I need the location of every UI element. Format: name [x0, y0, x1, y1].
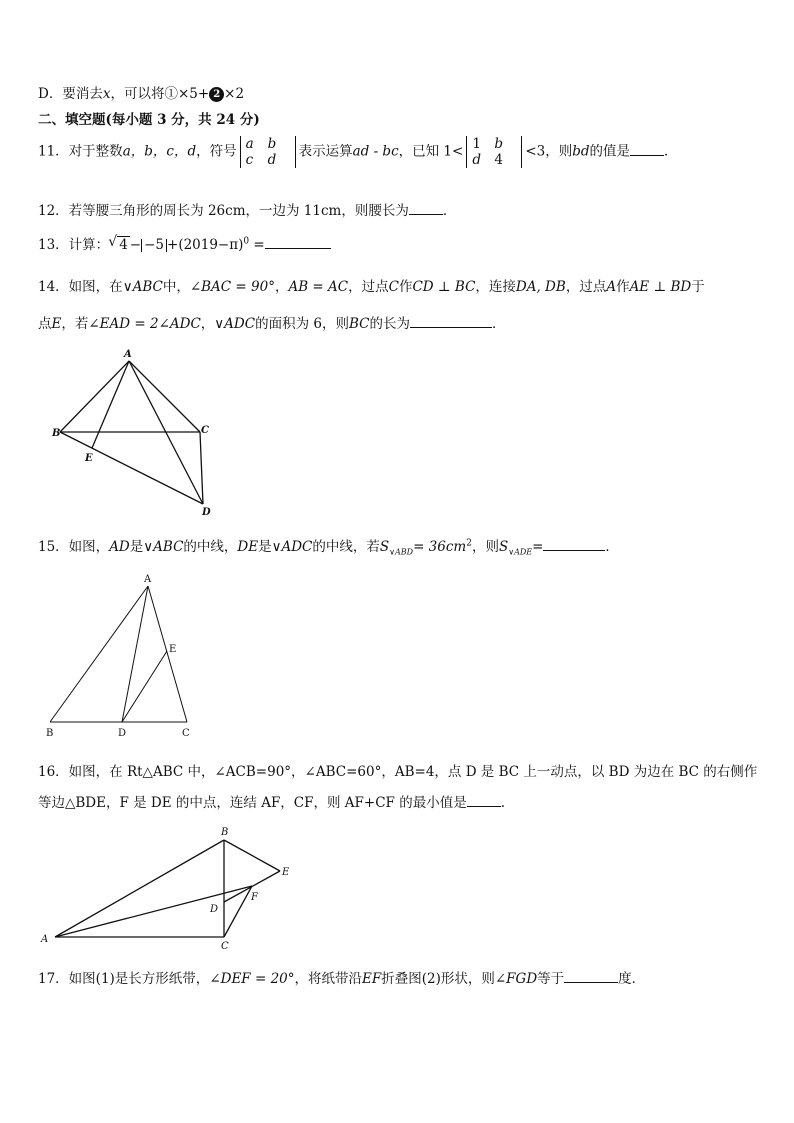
sqrt-expression: √ 4 — [117, 236, 130, 253]
question-12: 12．若等腰三角形的周长为 26cm，一边为 11cm，则腰长为 ． — [38, 199, 456, 219]
question-16-line-2: 等边△BDE，F 是 DE 的中点，连结 AF，CF，则 AF+CF 的最小值是 . — [38, 791, 505, 811]
figure-q15-triangle — [40, 570, 205, 740]
point-label: E — [169, 644, 177, 655]
point-label: A — [124, 349, 132, 360]
question-14-line-1: 14．如图，在∨ABC中，∠BAC = 90°，AB = AC，过点C作CD ⊥ BC，连接DA, DB，过点A作AE ⊥ BD于 — [38, 279, 705, 295]
question-14-line-2: 点E，若∠EAD = 2∠ADC，∨ADC的面积为 6，则BC的长为 ． — [38, 312, 506, 332]
answer-blank[interactable] — [630, 141, 664, 156]
determinant-given: 1 b d 4 — [466, 136, 522, 168]
point-label: B — [52, 428, 61, 439]
point-label: A — [41, 934, 49, 945]
point-label: E — [282, 867, 290, 878]
answer-blank[interactable] — [564, 968, 618, 983]
point-label: D — [202, 507, 211, 518]
question-13: 13．计算：√ $4 - -5 +(2019-\pi)^0$ = — [38, 233, 331, 253]
point-label: F — [251, 892, 258, 903]
point-label: B — [46, 728, 54, 739]
point-label: C — [201, 425, 209, 436]
answer-blank[interactable] — [467, 792, 501, 807]
question-17: 17．如图(1)是长方形纸带，∠DEF = 20°，将纸带沿EF折叠图(2)形状，则∠FGD等于 度． — [38, 967, 645, 987]
answer-blank[interactable] — [543, 536, 605, 551]
circled-two: 2 — [209, 87, 224, 102]
answer-blank[interactable] — [410, 313, 492, 328]
point-label: E — [85, 453, 93, 464]
figure-q14-triangle — [50, 345, 220, 520]
option-d: D．要消去x，可以将①×5+ 2 ×2 — [38, 86, 245, 102]
figure-q16-triangle — [36, 822, 306, 954]
point-label: C — [221, 941, 229, 952]
question-15: 15．如图，AD是∨ABC的中线，DE是∨ADC的中线，若$S_{\vee ABD}= 36cm^2$，则$S_{\vee ADE}=$ ． — [38, 535, 619, 557]
question-16-line-1: 16．如图，在 Rt△ABC 中，∠ACB=90°，∠ABC=60°，AB=4，点 D 是 BC 上一动点，以 BD 为边在 BC 的右侧作 — [38, 764, 758, 780]
answer-blank[interactable] — [265, 234, 331, 249]
answer-blank[interactable] — [409, 200, 443, 215]
point-label: B — [221, 827, 229, 838]
section-title: 二、填空题(每小题 3 分，共 24 分) — [38, 112, 260, 128]
determinant-symbol: a b c d — [240, 136, 296, 168]
abs-expression: −5 — [141, 239, 167, 252]
circled-one: ① — [164, 86, 178, 102]
point-label: D — [118, 728, 127, 739]
point-label: A — [144, 574, 152, 585]
question-11: 11．对于整数a，b，c，d，符号 a b c d 表示运算ad - bc，已知 1< 1 b d 4 <3，则bd的值是 ． — [38, 136, 678, 168]
point-label: D — [210, 904, 219, 915]
point-label: C — [182, 728, 190, 739]
